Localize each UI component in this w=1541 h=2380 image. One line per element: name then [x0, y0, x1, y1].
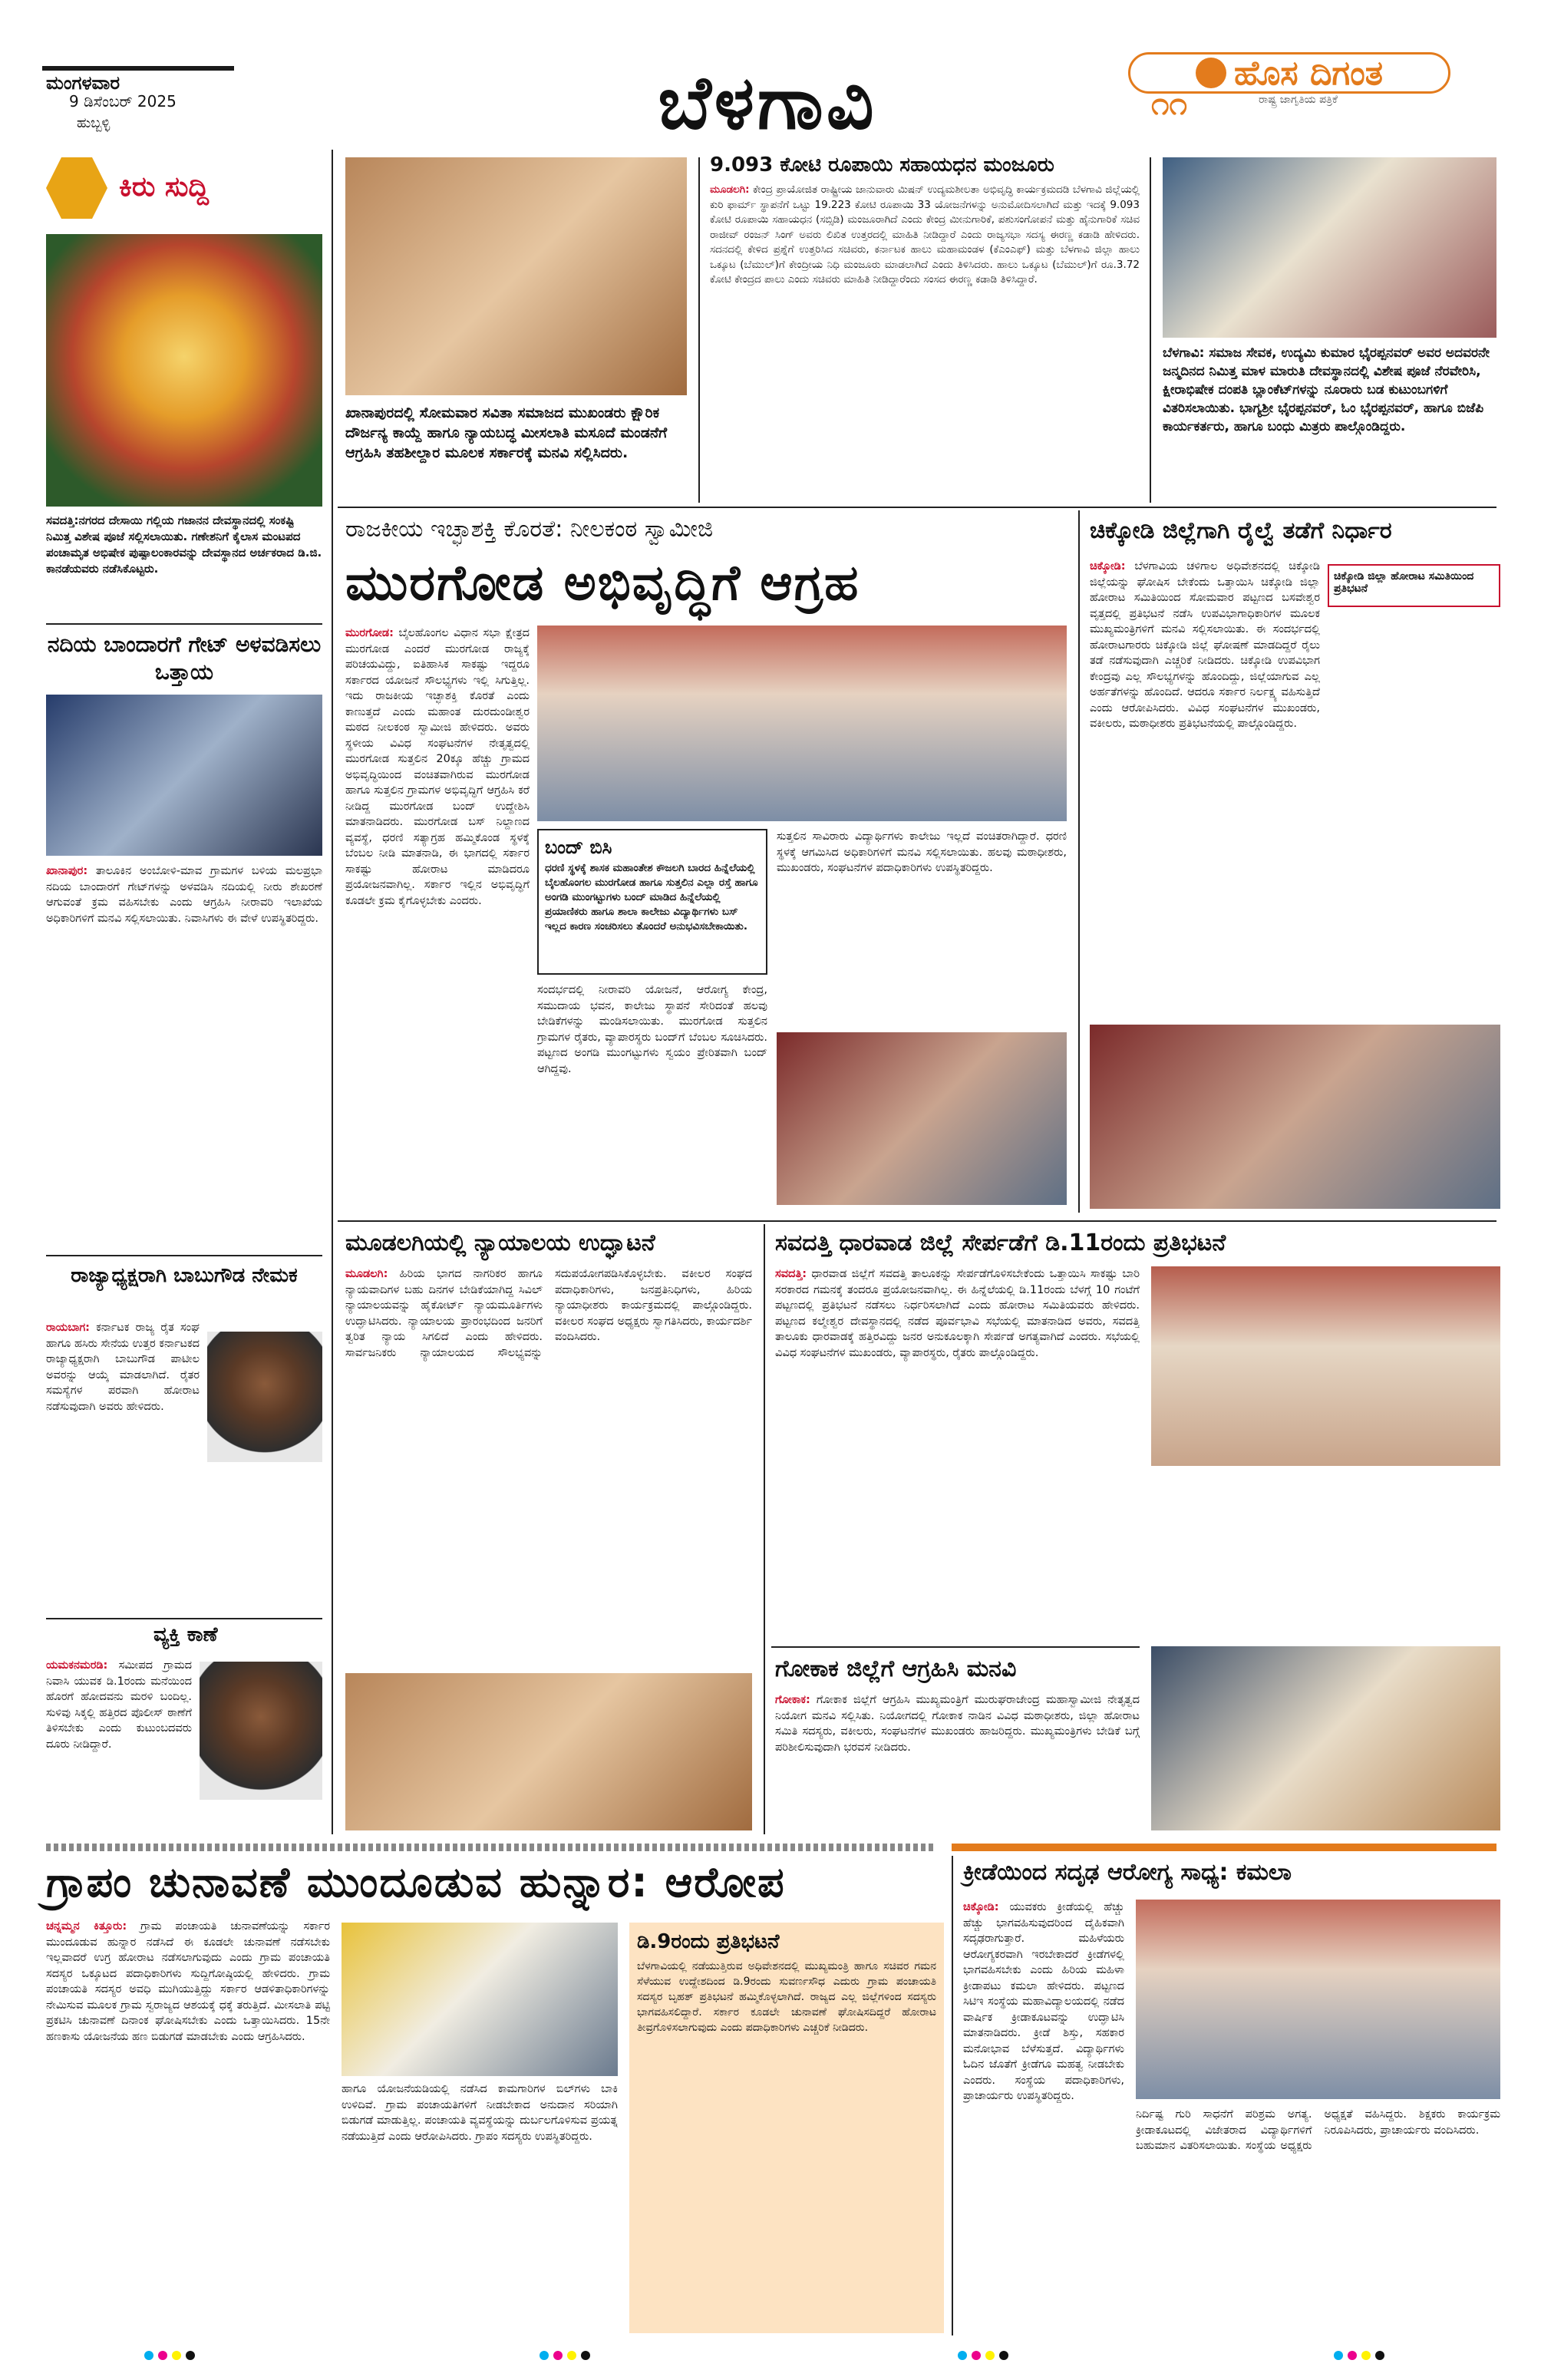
mudalagi-dateline: ಮೂಡಲಗಿ:	[345, 1268, 388, 1280]
masthead-rule	[42, 66, 234, 71]
chikkodi-protest-photo	[1090, 1025, 1500, 1209]
registration-marks	[537, 2349, 592, 2363]
divider	[46, 623, 322, 625]
section-rule-accent	[952, 1844, 1496, 1851]
gate-headline: ನದಿಯ ಬಾಂದಾರಗೆ ಗೇಟ್ ಅಳವಡಿಸಲು ಒತ್ತಾಯ	[47, 632, 322, 685]
mudalagi-article	[345, 1266, 752, 1665]
kirusuddi-title: ಕಿರು ಸುದ್ದಿ	[119, 171, 209, 203]
hand-icon	[46, 157, 107, 219]
grampam-box-text: ಬೆಳಗಾವಿಯಲ್ಲಿ ನಡೆಯುತ್ತಿರುವ ಅಧಿವೇಶನದಲ್ಲಿ ಮುಖ್ಯಮಂತ್ರಿ ಹಾಗೂ ಸಚಿವರ ಗಮನ ಸೆಳೆಯುವ ಉದ್ದೇಶದಿಂದ ಡಿ.9ರಂದು ಸುವರ್ಣಸೌಧ ಎದುರು ಗ್ರಾಮ ಪಂಚಾಯತಿ ಸದಸ್ಯರ ಬೃಹತ್ ಪ್ರತಿಭಟನೆ ಹಮ್ಮಿಕೊಳ್ಳಲಾಗಿದೆ. ರಾಜ್ಯದ ಎಲ್ಲ ಜಿಲ್ಲೆಗಳಿಂದ ಸದಸ್ಯರು ಭಾಗವಹಿಸಲಿದ್ದಾರೆ. ಸರ್ಕಾರ ಕೂಡಲೇ ಚುನಾವಣೆ ಘೋಷಿಸದಿದ್ದರೆ ಹೋರಾಟ ತೀವ್ರಗೊಳಿಸಲಾಗುವುದು ಎಂದು ಪದಾಧಿಕಾರಿಗಳು ಎಚ್ಚರಿಕೆ ನೀಡಿದರು.	[637, 1960, 936, 2034]
issue-day: ಮಂಗಳವಾರ	[46, 72, 120, 94]
missing-headline: ವ್ಯಕ್ತಿ ಕಾಣೆ	[153, 1623, 218, 1646]
muragoda-dateline: ಮುರಗೋಡ:	[345, 627, 394, 639]
kreede-article	[963, 1900, 1124, 2333]
kreede-event-photo	[1136, 1900, 1500, 2099]
column-separator	[764, 1224, 765, 1834]
muragoda-bandh-photo	[537, 626, 1067, 821]
khanapur-photo	[345, 157, 687, 395]
savadatti-article	[775, 1266, 1140, 1642]
gate-article	[46, 863, 322, 926]
bandh-box	[537, 829, 767, 975]
registration-marks	[142, 2349, 197, 2363]
missing-body: ಸಮೀಪದ ಗ್ರಾಮದ ನಿವಾಸಿ ಯುವಕ ಡಿ.1ರಂದು ಮನೆಯಿಂದ ಹೊರಗೆ ಹೋದವನು ಮರಳಿ ಬಂದಿಲ್ಲ. ಸುಳಿವು ಸಿಕ್ಕಲ್ಲಿ ಹತ್ತಿರದ ಪೊಲೀಸ್ ಠಾಣೆಗೆ ತಿಳಿಸಬೇಕು ಎಂದು ಕುಟುಂಬದವರು ದೂರು ನೀಡಿದ್ದಾರೆ.	[46, 1659, 192, 1751]
kreede-dateline: ಚಿಕ್ಕೋಡಿ:	[963, 1901, 999, 1913]
grampam-dateline: ಚನ್ನಮ್ಮನ ಕಿತ್ತೂರು:	[46, 1920, 127, 1933]
masthead	[0, 0, 1541, 146]
page-title: ಬೆಳಗಾವಿ	[658, 60, 877, 146]
chikkodi-body: ಬೆಳಗಾವಿಯ ಚಳಿಗಾಲ ಅಧಿವೇಶನದಲ್ಲಿ ಚಿಕ್ಕೋಡಿ ಜಿಲ್ಲೆಯನ್ನು ಘೋಷಿಸ ಬೇಕೆಂದು ಒತ್ತಾಯಿಸಿ ಚಿಕ್ಕೋಡಿ ಜಿಲ್ಲಾ ಹೋರಾಟ ಸಮಿತಿಯಿಂದ ಸೋಮವಾರ ಪಟ್ಟಣದ ಬಸವೇಶ್ವರ ವೃತ್ತದಲ್ಲಿ ಪ್ರತಿಭಟನೆ ನಡೆಸಿ ಉಪವಿಭಾಗಾಧಿಕಾರಿಗಳ ಮೂಲಕ ಮುಖ್ಯಮಂತ್ರಿಗಳಿಗೆ ಮನವಿ ಸಲ್ಲಿಸಲಾಯಿತು. ಈ ಸಂದರ್ಭದಲ್ಲಿ ಹೋರಾಟಗಾರರು ಚಿಕ್ಕೋಡಿ ಜಿಲ್ಲೆ ಘೋಷಣೆ ಮಾಡದಿದ್ದರೆ ರೈಲು ತಡೆ ನಡೆಸುವುದಾಗಿ ಎಚ್ಚರಿಕೆ ನೀಡಿದರು. ಚಿಕ್ಕೋಡಿ ಉಪವಿಭಾಗ ಕೇಂದ್ರವು ಎಲ್ಲ ಸೌಲಭ್ಯಗಳನ್ನು ಹೊಂದಿದ್ದು, ಜಿಲ್ಲೆಯಾಗುವ ಎಲ್ಲ ಅರ್ಹತೆಗಳನ್ನು ಹೊಂದಿದೆ. ಆದರೂ ಸರ್ಕಾರ ನಿರ್ಲಕ್ಷ್ಯ ವಹಿಸುತ್ತಿದೆ ಎಂದು ಆರೋಪಿಸಿದರು. ವಿವಿಧ ಸಂಘಟನೆಗಳ ಮುಖಂಡರು, ವಕೀಲರು, ಮಠಾಧೀಶರು ಪ್ರತಿಭಟನೆಯಲ್ಲಿ ಪಾಲ್ಗೊಂಡಿದ್ದರು.	[1090, 560, 1320, 730]
page-number: ೧೧	[1151, 84, 1188, 122]
muragoda-protest-photo	[777, 1032, 1067, 1205]
rajya-dateline: ರಾಯಬಾಗ:	[46, 1322, 90, 1334]
gokak-dateline: ಗೋಕಾಕ:	[775, 1694, 810, 1706]
grampam-article	[46, 1919, 330, 2333]
mudalagi-body: ಹಿರಿಯ ಭಾಗದ ನಾಗರಿಕರ ಹಾಗೂ ನ್ಯಾಯವಾದಿಗಳ ಬಹು ದಿನಗಳ ಬೇಡಿಕೆಯಾಗಿದ್ದ ಸಿವಿಲ್ ನ್ಯಾಯಾಲಯವನ್ನು ಹೈಕೋರ್ಟ್ ನ್ಯಾಯಮೂರ್ತಿಗಳು ಉದ್ಘಾಟಿಸಿದರು. ನ್ಯಾಯಾಲಯ ಪ್ರಾರಂಭದಿಂದ ಜನರಿಗೆ ತ್ವರಿತ ನ್ಯಾಯ ಸಿಗಲಿದೆ ಎಂದು ಹೇಳಿದರು. ಸಾರ್ವಜನಿಕರು ನ್ಯಾಯಾಲಯದ ಸೌಲಭ್ಯವನ್ನು ಸದುಪಯೋಗಪಡಿಸಿಕೊಳ್ಳಬೇಕು. ವಕೀಲರ ಸಂಘದ ಪದಾಧಿಕಾರಿಗಳು, ಜನಪ್ರತಿನಿಧಿಗಳು, ಹಿರಿಯ ನ್ಯಾಯಾಧೀಶರು ಕಾರ್ಯಕ್ರಮದಲ್ಲಿ ಪಾಲ್ಗೊಂಡಿದ್ದರು. ವಕೀಲರ ಸಂಘದ ಅಧ್ಯಕ್ಷರು ಸ್ವಾಗತಿಸಿದರು, ಕಾರ್ಯದರ್ಶಿ ವಂದಿಸಿದರು.	[345, 1268, 752, 1359]
column-separator	[1078, 510, 1080, 1213]
savadatti-headline: ಸವದತ್ತಿ ಧಾರವಾಡ ಜಿಲ್ಲೆ ಸೇರ್ಪಡೆಗೆ ಡಿ.11ರಂದು ಪ್ರತಿಭಟನೆ	[775, 1230, 1226, 1256]
column-separator	[698, 157, 700, 503]
divider	[771, 1646, 1140, 1648]
gate-photo	[46, 695, 322, 856]
missing-article	[46, 1658, 192, 1752]
crore-article	[710, 183, 1140, 288]
grampam-box	[629, 1923, 944, 2333]
muragoda-headline: ಮುರಗೋಡ ಅಭಿವೃದ್ಧಿಗೆ ಆಗ್ರಹ	[345, 555, 860, 612]
registration-marks	[1331, 2349, 1387, 2363]
column-separator	[332, 150, 333, 1834]
kreede-headline: ಕ್ರೀಡೆಯಿಂದ ಸದೃಢ ಆರೋಗ್ಯ ಸಾಧ್ಯ: ಕಮಲಾ	[963, 1859, 1292, 1886]
edition-city: ಹುಬ್ಬಳ್ಳಿ	[77, 115, 111, 131]
savadatti-body: ಧಾರವಾಡ ಜಿಲ್ಲೆಗೆ ಸವದತ್ತಿ ತಾಲೂಕನ್ನು ಸೇರ್ಪಡೆಗೊಳಿಸಬೇಕೆಂದು ಒತ್ತಾಯಿಸಿ ಸಾಕಷ್ಟು ಬಾರಿ ಸರಕಾರದ ಗಮನಕ್ಕೆ ತಂದರೂ ಪ್ರಯೋಜನವಾಗಿಲ್ಲ. ಈ ಹಿನ್ನೆಲೆಯಲ್ಲಿ ಡಿ.11ರಂದು ಬೆಳಗ್ಗೆ 10 ಗಂಟೆಗೆ ಪಟ್ಟಣದಲ್ಲಿ ಪ್ರತಿಭಟನೆ ನಡೆಸಲು ನಿರ್ಧರಿಸಲಾಗಿದೆ ಎಂದು ಹೋರಾಟ ಸಮಿತಿಯವರು ಹೇಳಿದರು. ಪಟ್ಟಣದ ಕಲ್ಮೇಶ್ವರ ದೇವಸ್ಥಾನದಲ್ಲಿ ನಡೆದ ಪೂರ್ವಭಾವಿ ಸಭೆಯಲ್ಲಿ ಮಾತನಾಡಿದ ಅವರು, ಸವದತ್ತಿ ತಾಲೂಕು ಧಾರವಾಡಕ್ಕೆ ಹತ್ತಿರವಿದ್ದು ಜನರ ಅನುಕೂಲಕ್ಕಾಗಿ ಸೇರ್ಪಡೆ ಅಗತ್ಯವಾಗಿದೆ ಎಂದರು. ಸಭೆಯಲ್ಲಿ ವಿವಿಧ ಸಂಘಟನೆಗಳ ಮುಖಂಡರು, ವ್ಯಾಪಾರಸ್ಥರು, ರೈತರು ಪಾಲ್ಗೊಂಡಿದ್ದರು.	[775, 1268, 1140, 1359]
grampam-pressmeet-photo	[342, 1923, 618, 2076]
brand-tagline: ರಾಷ್ಟ್ರ ಜಾಗೃತಿಯ ಪತ್ರಿಕೆ	[1259, 94, 1338, 106]
rajya-body: ಕರ್ನಾಟಕ ರಾಜ್ಯ ರೈತ ಸಂಘ ಹಾಗೂ ಹಸಿರು ಸೇನೆಯ ಉತ್ತರ ಕರ್ನಾಟಕದ ರಾಜ್ಯಾಧ್ಯಕ್ಷರಾಗಿ ಬಾಬುಗೌಡ ಪಾಟೀಲ ಅವರನ್ನು ಆಯ್ಕೆ ಮಾಡಲಾಗಿದೆ. ರೈತರ ಸಮಸ್ಯೆಗಳ ಪರವಾಗಿ ಹೋರಾಟ ನಡೆಸುವುದಾಗಿ ಅವರು ಹೇಳಿದರು.	[46, 1322, 200, 1413]
registration-marks	[955, 2349, 1011, 2363]
gate-body: ತಾಲೂಕಿನ ಅಂಬೋಳಿ-ಮಾವ ಗ್ರಾಮಗಳ ಬಳಿಯ ಮಲಪ್ರಭಾ ನದಿಯ ಬಾಂದಾರಗೆ ಗೇಟ್‌ಗಳನ್ನು ಅಳವಡಿಸಿ ನದಿಯಲ್ಲಿ ನೀರು ಶೇಖರಣೆ ಆಗುವಂತೆ ಕ್ರಮ ವಹಿಸಬೇಕು ಎಂದು ಆಗ್ರಹಿಸಿ ನೀರಾವರಿ ಇಲಾಖೆಯ ಅಧಿಕಾರಿಗಳಿಗೆ ಮನವಿ ಸಲ್ಲಿಸಲಾಯಿತು. ನಿವಾಸಿಗಳು ಈ ವೇಳೆ ಉಪಸ್ಥಿತರಿದ್ದರು.	[46, 865, 322, 925]
grampam-headline: ಗ್ರಾಪಂ ಚುನಾವಣೆ ಮುಂದೂಡುವ ಹುನ್ನಾರ: ಆರೋಪ	[46, 1858, 786, 1906]
kirusuddi-label	[46, 157, 322, 219]
gokak-cm-photo	[1151, 1646, 1500, 1830]
missing-dateline: ಯಮಕನಮರಡಿ:	[46, 1659, 108, 1672]
rajya-headline: ರಾಜ್ಯಾಧ್ಯಕ್ಷರಾಗಿ ಬಾಬುಗೌಡ ನೇಮಕ	[71, 1264, 298, 1287]
missing-person-photo	[200, 1662, 322, 1800]
divider	[338, 1220, 1496, 1222]
column-separator	[1150, 157, 1151, 503]
gokak-headline: ಗೋಕಾಕ ಜಿಲ್ಲೆಗೆ ಆಗ್ರಹಿಸಿ ಮನವಿ	[775, 1655, 1017, 1682]
belagavi-caption: ಬೆಳಗಾವಿ: ಸಮಾಜ ಸೇವಕ, ಉದ್ಯಮಿ ಕುಮಾರ ಭೈರಪ್ಪನವರ್ ಅವರ ಅದವರನೇ ಜನ್ಮದಿನದ ನಿಮಿತ್ತ ಮಾಳ ಮಾರುತಿ ದೇವಸ್ಥಾನದಲ್ಲಿ ವಿಶೇಷ ಪೂಜೆ ನೆರವೇರಿಸಿ, ಕ್ಷೀರಾಭಿಷೇಕ ದಂಪತಿ ಬ್ಲಾಂಕೆಟ್‌ಗಳನ್ನು ನೂರಾರು ಬಡ ಕುಟುಂಬಗಳಿಗೆ ವಿತರಿಸಲಾಯಿತು. ಭಾಗ್ಯಶ್ರೀ ಭೈರಪ್ಪನವರ್, ಓಂ ಭೈರಪ್ಪನವರ್, ಹಾಗೂ ಬಿಜೆಪಿ ಕಾರ್ಯಕರ್ತರು, ಹಾಗೂ ಬಂಧು ಮಿತ್ರರು ಪಾಲ್ಗೊಂಡಿದ್ದರು.	[1163, 345, 1490, 434]
divider	[46, 1618, 322, 1619]
kreede-body: ಯುವಕರು ಕ್ರೀಡೆಯಲ್ಲಿ ಹೆಚ್ಚು ಹೆಚ್ಚು ಭಾಗವಹಿಸುವುದರಿಂದ ದೈಹಿಕವಾಗಿ ಸದೃಢರಾಗುತ್ತಾರೆ. ಮಹಿಳೆಯರು ಆರೋಗ್ಯಕರವಾಗಿ ಇರಬೇಕಾದರೆ ಕ್ರೀಡೆಗಳಲ್ಲಿ ಭಾಗವಹಿಸಬೇಕು ಎಂದು ಹಿರಿಯ ಮಹಿಳಾ ಕ್ರೀಡಾಪಟು ಕಮಲಾ ಹೇಳಿದರು. ಪಟ್ಟಣದ ಸಿಟಿಇ ಸಂಸ್ಥೆಯ ಮಹಾವಿದ್ಯಾಲಯದಲ್ಲಿ ನಡೆದ ವಾರ್ಷಿಕ ಕ್ರೀಡಾಕೂಟವನ್ನು ಉದ್ಘಾಟಿಸಿ ಮಾತನಾಡಿದರು. ಕ್ರೀಡೆ ಶಿಸ್ತು, ಸಹಕಾರ ಮನೋಭಾವ ಬೆಳೆಸುತ್ತದೆ. ವಿದ್ಯಾರ್ಥಿಗಳು ಓದಿನ ಜೊತೆಗೆ ಕ್ರೀಡೆಗೂ ಮಹತ್ವ ನೀಡಬೇಕು ಎಂದರು. ಸಂಸ್ಥೆಯ ಪದಾಧಿಕಾರಿಗಳು, ಪ್ರಾಚಾರ್ಯರು ಉಪಸ್ಥಿತರಿದ್ದರು.	[963, 1901, 1124, 2102]
bandh-box-title: ಬಂದ್ ಬಿಸಿ	[545, 837, 612, 858]
crore-body: ಕೇಂದ್ರ ಪ್ರಾಯೋಜಿತ ರಾಷ್ಟ್ರೀಯ ಜಾನುವಾರು ಮಿಷನ್ ಉದ್ಯಮಶೀಲತಾ ಅಭಿವೃದ್ಧಿ ಕಾರ್ಯಕ್ರಮದಡಿ ಬೆಳಗಾವಿ ಜಿಲ್ಲೆಯಲ್ಲಿ ಕುರಿ ಫಾರ್ಮ್ ಸ್ಥಾಪನೆಗೆ ಒಟ್ಟು 19.223 ಕೋಟಿ ರೂಪಾಯಿ 33 ಯೋಜನೆಗಳನ್ನು ಅನುಮೋದಿಸಲಾಗಿದೆ ಮತ್ತು ಇದಕ್ಕೆ 9.093 ಕೋಟಿ ರೂಪಾಯಿ ಸಹಾಯಧನ (ಸಬ್ಸಿಡಿ) ಮಂಜೂರಾಗಿದೆ ಎಂದು ಕೇಂದ್ರ ಮೀನುಗಾರಿಕೆ, ಪಶುಸಂಗೋಪನೆ ಮತ್ತು ಹೈನುಗಾರಿಕೆ ಸಚಿವ ರಾಜೀವ್ ರಂಜನ್ ಸಿಂಗ್ ಅವರು ಲಿಖಿತ ಉತ್ತರದಲ್ಲಿ ಮಾಹಿತಿ ನೀಡಿದ್ದಾರೆ ಎಂದು ರಾಜ್ಯಸಭಾ ಸದಸ್ಯ ಈರಣ್ಣ ಕಡಾಡಿ ಹೇಳಿದರು. ಸದನದಲ್ಲಿ ಕೇಳಿದ ಪ್ರಶ್ನೆಗೆ ಉತ್ತರಿಸಿದ ಸಚಿವರು, ಕರ್ನಾಟಕ ಹಾಲು ಮಹಾಮಂಡಳ (ಕೆಎಂಎಫ್) ಮತ್ತು ಬೆಳಗಾವಿ ಜಿಲ್ಲಾ ಹಾಲು ಒಕ್ಕೂಟ (ಬೆಮುಲ್)ಗೆ ಕೇಂದ್ರೀಯ ನಿಧಿ ಮಂಜೂರು ಮಾಡಲಾಗಿದೆ ಎಂದು ತಿಳಿಸಿದರು. ಹಾಲು ಒಕ್ಕೂಟ (ಬೆಮುಲ್)ಗೆ ರೂ.3.72 ಕೋಟಿ ಕೇಂದ್ರದ ಪಾಲು ಎಂದು ಸಚಿವರು ಮಾಹಿತಿ ನೀಡಿದ್ದಾರೆಂದು ಸಂಸದ ಈರಣ್ಣ ಕಡಾಡಿ ತಿಳಿಸಿದ್ದಾರೆ.	[710, 183, 1140, 286]
crore-dateline: ಮೂಡಲಗಿ:	[710, 183, 750, 196]
savadatti-dateline: ಸವದತ್ತಿ:	[775, 1268, 807, 1280]
gokak-article	[775, 1692, 1140, 1830]
chikkodi-dateline: ಚಿಕ್ಕೋಡಿ:	[1090, 560, 1126, 573]
gokak-body: ಗೋಕಾಕ ಜಿಲ್ಲೆಗೆ ಆಗ್ರಹಿಸಿ ಮುಖ್ಯಮಂತ್ರಿಗೆ ಮುರುಘರಾಜೇಂದ್ರ ಮಹಾಸ್ವಾಮೀಜಿ ನೇತೃತ್ವದ ನಿಯೋಗ ಮನವಿ ಸಲ್ಲಿಸಿತು. ನಿಯೋಗದಲ್ಲಿ ಗೋಕಾಕ ನಾಡಿನ ವಿವಿಧ ಮಠಾಧೀಶರು, ಜಿಲ್ಲಾ ಹೋರಾಟ ಸಮಿತಿ ಸದಸ್ಯರು, ವಕೀಲರು, ಸಂಘಟನೆಗಳ ಮುಖಂಡರು ಹಾಜರಿದ್ದರು. ಮುಖ್ಯಮಂತ್ರಿಗಳು ಬೇಡಿಕೆ ಬಗ್ಗೆ ಪರಿಶೀಲಿಸುವುದಾಗಿ ಭರವಸೆ ನೀಡಿದರು.	[775, 1694, 1140, 1754]
gate-dateline: ಖಾನಾಪುರ:	[46, 865, 88, 877]
chikkodi-box: ಚಿಕ್ಕೋಡಿ ಜಿಲ್ಲಾ ಹೋರಾಟ ಸಮಿತಿಯಿಂದ ಪ್ರತಿಭಟನೆ	[1328, 564, 1500, 607]
divider	[338, 507, 1496, 508]
belagavi-photo	[1163, 157, 1496, 338]
temple-idol-photo	[46, 234, 322, 507]
muragoda-body2: ಸಂದರ್ಭದಲ್ಲಿ ನೀರಾವರಿ ಯೋಜನೆ, ಆರೋಗ್ಯ ಕೇಂದ್ರ, ಸಮುದಾಯ ಭವನ, ಕಾಲೇಜು ಸ್ಥಾಪನೆ ಸೇರಿದಂತೆ ಹಲವು ಬೇಡಿಕೆಗಳನ್ನು ಮಂಡಿಸಲಾಯಿತು. ಮುರಗೋಡ ಸುತ್ತಲಿನ ಗ್ರಾಮಗಳ ರೈತರು, ವ್ಯಾಪಾರಸ್ಥರು ಬಂದ್‌ಗೆ ಬೆಂಬಲ ಸೂಚಿಸಿದರು. ಪಟ್ಟಣದ ಅಂಗಡಿ ಮುಂಗಟ್ಟುಗಳು ಸ್ವಯಂ ಪ್ರೇರಿತವಾಗಿ ಬಂದ್ ಆಗಿದ್ದವು.	[537, 984, 767, 1075]
muragoda-body: ಬೈಲಹೊಂಗಲ ವಿಧಾನ ಸಭಾ ಕ್ಷೇತ್ರದ ಮುರಗೋಡ ಎಂದರೆ ಮುರಗೋಡ ರಾಜ್ಯಕ್ಕೆ ಪರಿಚಯವಿದ್ದು, ಐತಿಹಾಸಿಕ ಸಾಕಷ್ಟು ಇದ್ದರೂ ಸರ್ಕಾರದ ಯೋಜನೆ ಸೌಲಭ್ಯಗಳು ಇಲ್ಲಿ ಸಿಗುತ್ತಿಲ್ಲ. ಇದು ರಾಜಕೀಯ ಇಚ್ಛಾಶಕ್ತಿ ಕೊರತೆ ಎಂದು ಕಾಣುತ್ತದೆ ಎಂದು ಮಹಾಂತ ದುರದುಂಡೀಶ್ವರ ಮಠದ ನೀಲಕಂಠ ಸ್ವಾಮೀಜಿ ಹೇಳಿದರು. ಅವರು ಸ್ಥಳೀಯ ವಿವಿಧ ಸಂಘಟನೆಗಳ ನೇತೃತ್ವದಲ್ಲಿ ಮುರಗೋಡ ಸುತ್ತಲಿನ 20ಕ್ಕೂ ಹೆಚ್ಚು ಗ್ರಾಮದ ಅಭಿವೃದ್ಧಿಯಿಂದ ವಂಚಿತವಾಗಿರುವ ಮುರಗೋಡ ಹಾಗೂ ಸುತ್ತಲಿನ ಗ್ರಾಮಗಳ ಅಭಿವೃದ್ಧಿಗೆ ಆಗ್ರಹಿಸಿ ಕರೆ ನೀಡಿದ್ದ ಮುರಗೋಡ ಬಂದ್ ಉದ್ದೇಶಿಸಿ ಮಾತನಾಡಿದರು. ಮುರಗೋಡ ಬಸ್ ನಿಲ್ದಾಣದ ವ್ಯವಸ್ಥೆ, ಧರಣಿ ಸತ್ಯಾಗ್ರಹ ಹಮ್ಮಿಕೊಂಡ ಸ್ಥಳಕ್ಕೆ ಬೆಂಬಲ ನೀಡಿ ಮಾತನಾಡಿ, ಈ ಭಾಗದಲ್ಲಿ ಸರ್ಕಾರ ಸಾಕಷ್ಟು ಹೋರಾಟ ಮಾಡಿದರೂ ಪ್ರಯೋಜನವಾಗಿಲ್ಲ. ಸರ್ಕಾರ ಇಲ್ಲಿನ ಅಭಿವೃದ್ಧಿಗೆ ಕೂಡಲೇ ಕ್ರಮ ಕೈಗೊಳ್ಳಬೇಕು ಎಂದರು.	[345, 627, 530, 907]
issue-date: 9 ಡಿಸೆಂಬರ್ 2025	[69, 92, 177, 111]
bandh-box-text: ಧರಣಿ ಸ್ಥಳಕ್ಕೆ ಶಾಸಕ ಮಹಾಂತೇಶ ಕೌಜಲಗಿ ಬಾರದ ಹಿನ್ನೆಲೆಯಲ್ಲಿ ಬೈಲಹೊಂಗಲ ಮುರಗೋಡ ಹಾಗೂ ಸುತ್ತಲಿನ ಎಲ್ಲಾ ರಸ್ತೆ ಹಾಗೂ ಅಂಗಡಿ ಮುಂಗಟ್ಟುಗಳು ಬಂದ್ ಮಾಡಿದ ಹಿನ್ನೆಲೆಯಲ್ಲಿ ಪ್ರಯಾಣಿಕರು ಹಾಗೂ ಶಾಲಾ ಕಾಲೇಜು ವಿದ್ಯಾರ್ಥಿಗಳು ಬಸ್ ಇಲ್ಲದ ಕಾರಣ ಸಂಚರಿಸಲು ತೊಂದರೆ ಅನುಭವಿಸಬೇಕಾಯಿತು.	[545, 862, 758, 933]
mudalagi-headline: ಮೂಡಲಗಿಯಲ್ಲಿ ನ್ಯಾಯಾಲಯ ಉದ್ಘಾಟನೆ	[345, 1230, 655, 1256]
khanapur-caption: ಖಾನಾಪುರದಲ್ಲಿ ಸೋಮವಾರ ಸವಿತಾ ಸಮಾಜದ ಮುಖಂಡರು ಕ್ಷೌರಿಕ ದೌರ್ಜನ್ಯ ಕಾಯ್ದೆ ಹಾಗೂ ನ್ಯಾಯಬದ್ಧ ಮೀಸಲಾತಿ ಮಸೂದೆ ಮಂಡನೆಗೆ ಆಗ್ರಹಿಸಿ ತಹಶೀಲ್ದಾರ ಮೂಲಕ ಸರ್ಕಾರಕ್ಕೆ ಮನವಿ ಸಲ್ಲಿಸಿದರು.	[345, 404, 668, 461]
grampam-body2: ಹಾಗೂ ಯೋಜನೆಯಡಿಯಲ್ಲಿ ನಡೆಸಿದ ಕಾಮಗಾರಿಗಳ ಬಿಲ್‌ಗಳು ಬಾಕಿ ಉಳಿದಿವೆ. ಗ್ರಾಮ ಪಂಚಾಯತಿಗಳಿಗೆ ನೀಡಬೇಕಾದ ಅನುದಾನ ಸರಿಯಾಗಿ ಬಿಡುಗಡೆ ಮಾಡುತ್ತಿಲ್ಲ. ಪಂಚಾಯತಿ ವ್ಯವಸ್ಥೆಯನ್ನು ದುರ್ಬಲಗೊಳಿಸುವ ಪ್ರಯತ್ನ ನಡೆಯುತ್ತಿದೆ ಎಂದು ಆರೋಪಿಸಿದರು. ಗ್ರಾಪಂ ಸದಸ್ಯರು ಉಪಸ್ಥಿತರಿದ್ದರು.	[342, 2083, 618, 2143]
brand-logo-icon	[1196, 58, 1226, 88]
chikkodi-headline: ಚಿಕ್ಕೋಡಿ ಜಿಲ್ಲೆಗಾಗಿ ರೈಲ್ವೆ ತಡೆಗೆ ನಿರ್ಧಾರ	[1090, 517, 1392, 544]
chikkodi-article	[1090, 559, 1320, 1019]
column-separator	[952, 1856, 953, 2335]
muragoda-body3: ಸುತ್ತಲಿನ ಸಾವಿರಾರು ವಿದ್ಯಾರ್ಥಿಗಳು ಕಾಲೇಜು ಇಲ್ಲದೆ ವಂಚಿತರಾಗಿದ್ದಾರೆ. ಧರಣಿ ಸ್ಥಳಕ್ಕೆ ಆಗಮಿಸಿದ ಅಧಿಕಾರಿಗಳಿಗೆ ಮನವಿ ಸಲ್ಲಿಸಲಾಯಿತು. ಹಲವು ಮಠಾಧೀಶರು, ಮುಖಂಡರು, ಸಂಘಟನೆಗಳ ಪದಾಧಿಕಾರಿಗಳು ಉಪಸ್ಥಿತರಿದ್ದರು.	[777, 830, 1067, 874]
brand-name: ಹೊಸ ದಿಗಂತ	[1233, 53, 1384, 93]
muragoda-kicker: ರಾಜಕೀಯ ಇಚ್ಛಾಶಕ್ತಿ ಕೊರತೆ: ನೀಲಕಂಠ ಸ್ವಾಮೀಜಿ	[345, 516, 714, 543]
muragoda-article	[345, 626, 530, 1209]
kreede-body2: ನಿರ್ದಿಷ್ಟ ಗುರಿ ಸಾಧನೆಗೆ ಪರಿಶ್ರಮ ಅಗತ್ಯ. ಕ್ರೀಡಾಕೂಟದಲ್ಲಿ ವಿಜೇತರಾದ ವಿದ್ಯಾರ್ಥಿಗಳಿಗೆ ಬಹುಮಾನ ವಿತರಿಸಲಾಯಿತು. ಸಂಸ್ಥೆಯ ಅಧ್ಯಕ್ಷರು ಅಧ್ಯಕ್ಷತೆ ವಹಿಸಿದ್ದರು. ಶಿಕ್ಷಕರು ಕಾರ್ಯಕ್ರಮ ನಿರೂಪಿಸಿದರು, ಪ್ರಾಚಾರ್ಯರು ವಂದಿಸಿದರು.	[1136, 2108, 1500, 2152]
savadatti-meeting-photo	[1151, 1266, 1500, 1466]
kirusuddi-caption: ಸವದತ್ತಿ:ನಗರದ ದೇಸಾಯಿ ಗಲ್ಲಿಯ ಗಜಾನನ ದೇವಸ್ಥಾನದಲ್ಲಿ ಸಂಕಷ್ಟಿ ನಿಮಿತ್ತ ವಿಶೇಷ ಪೂಜೆ ಸಲ್ಲಿಸಲಾಯಿತು. ಗಣೇಶನಿಗೆ ಕೈಲಾಸ ಮಂಟಪದ ಪಂಚಾಮೃತ ಅಭಿಷೇಕ ಪುಷ್ಪಾಲಂಕಾರವನ್ನು ದೇವಸ್ಥಾನದ ಅರ್ಚಕರಾದ ಡಿ.ಜಿ. ಕಾನಡೆಯವರು ನಡೆಸಿಕೊಟ್ಟರು.	[46, 513, 322, 576]
crore-headline: 9.093 ಕೋಟಿ ರೂಪಾಯಿ ಸಹಾಯಧನ ಮಂಜೂರು	[710, 153, 1054, 177]
grampam-body: ಗ್ರಾಮ ಪಂಚಾಯತಿ ಚುನಾವಣೆಯನ್ನು ಸರ್ಕಾರ ಮುಂದೂಡುವ ಹುನ್ನಾರ ನಡೆಸಿದೆ ಈ ಕೂಡಲೇ ಚುನಾವಣೆ ನಡೆಸಬೇಕು ಇಲ್ಲವಾದರೆ ಉಗ್ರ ಹೋರಾಟ ನಡೆಸಲಾಗುವುದು ಎಂದು ಗ್ರಾಮ ಪಂಚಾಯತಿ ಸದಸ್ಯರ ಒಕ್ಕೂಟದ ಪದಾಧಿಕಾರಿಗಳು ಸುದ್ದಿಗೋಷ್ಠಿಯಲ್ಲಿ ಹೇಳಿದರು. ಗ್ರಾಮ ಪಂಚಾಯತಿ ಸದಸ್ಯರ ಅವಧಿ ಮುಗಿಯುತ್ತಿದ್ದು ಸರ್ಕಾರ ಆಡಳಿತಾಧಿಕಾರಿಗಳನ್ನು ನೇಮಿಸುವ ಮೂಲಕ ಗ್ರಾಮ ಸ್ವರಾಜ್ಯದ ಆಶಯಕ್ಕೆ ಧಕ್ಕೆ ತರುತ್ತಿದೆ. ಮೀಸಲಾತಿ ಪಟ್ಟಿ ಪ್ರಕಟಿಸಿ ಚುನಾವಣೆ ದಿನಾಂಕ ಘೋಷಿಸಬೇಕು ಎಂದು ಒತ್ತಾಯಿಸಿದರು. 15ನೇ ಹಣಕಾಸು ಯೋಜನೆಯ ಹಣ ಬಿಡುಗಡೆ ಮಾಡಬೇಕು ಎಂದು ಆಗ್ರಹಿಸಿದರು.	[46, 1920, 330, 2043]
grampam-box-title: ಡಿ.9ರಂದು ಪ್ರತಿಭಟನೆ	[637, 1930, 780, 1953]
rajya-article	[46, 1320, 322, 1414]
court-inauguration-photo	[345, 1673, 752, 1830]
section-rule	[46, 1844, 936, 1851]
divider	[46, 1255, 322, 1256]
